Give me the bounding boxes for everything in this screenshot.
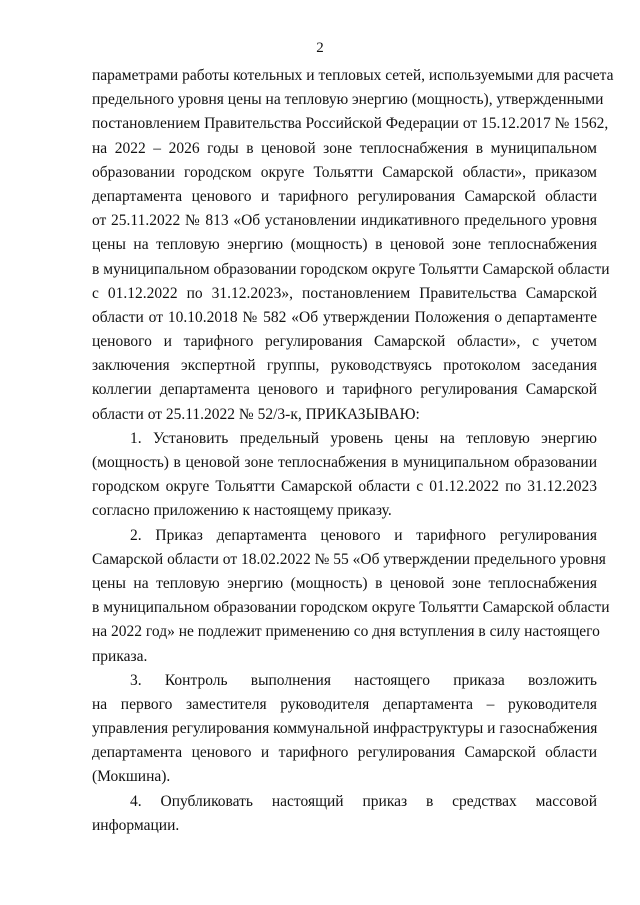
text-line: области от 10.10.2018 № 582 «Об утверждении Положения о департаменте [92,308,597,326]
text-line: на первого заместителя руководителя департамента – руководителя [92,695,597,713]
intro-paragraph [92,64,614,427]
text-line: 3. Контроль выполнения настоящего приказа возложить [130,671,597,689]
text-line: 2. Приказ департамента ценового и тарифного регулирования [130,526,597,544]
text-line: на 2022 – 2026 годы в ценовой зоне теплоснабжения в муниципальном [92,139,597,157]
text-line: образовании городском округе Тольятти Самарской области», приказом [92,163,597,181]
order-item-3 [92,669,597,790]
text-line: цены на тепловую энергию (мощность) в ценовой зоне теплоснабжения [92,574,597,592]
text-line: заключения экспертной группы, руководствуясь протоколом заседания [92,357,597,375]
text-line: 1. Установить предельный уровень цены на тепловую энергию [130,429,597,447]
text-line: 4. Опубликовать настоящий приказ в средствах массовой [130,792,597,810]
text-line: департамента ценового и тарифного регулирования Самарской области [92,744,597,762]
text-line: (Мокшина). [92,768,171,786]
text-line: приказа. [92,647,148,665]
order-item-1 [92,427,597,524]
text-line: на 2022 год» не подлежит применению со дня вступления в силу настоящего [92,623,600,641]
text-line: параметрами работы котельных и тепловых сетей, используемыми для расчета [92,67,614,84]
page-number: 2 [316,40,324,56]
text-line: информации. [92,816,180,834]
order-item-2 [92,524,610,669]
text-line: согласно приложению к настоящему приказу. [92,502,392,520]
text-line: области от 25.11.2022 № 52/3-к, ПРИКАЗЫВАЮ: [92,405,420,423]
text-line: предельного уровня цены на тепловую энергию (мощность), утвержденными [92,91,604,109]
text-line: от 25.11.2022 № 813 «Об установлении индикативного предельного уровня [92,212,597,230]
text-line: коллегии департамента ценового и тарифного регулирования Самарской [92,381,597,399]
text-line: (мощность) в ценовой зоне теплоснабжения в муниципальном образовании [92,454,597,471]
document-body [92,64,614,838]
text-line: в муниципальном образовании городском округе Тольятти Самарской области [92,599,610,617]
text-line: городском округе Тольятти Самарской области с 01.12.2022 по 31.12.2023 [92,478,597,496]
text-line: с 01.12.2022 по 31.12.2023», постановлением Правительства Самарской [92,284,597,302]
text-line: в муниципальном образовании городском округе Тольятти Самарской области [92,260,610,278]
text-line: Самарской области от 18.02.2022 № 55 «Об утверждении предельного уровня [92,550,606,568]
text-line: ценового и тарифного регулирования Самарской области», с учетом [92,333,597,351]
text-line: департамента ценового и тарифного регулирования Самарской области [92,187,597,205]
text-line: цены на тепловую энергию (мощность) в ценовой зоне теплоснабжения [92,236,597,254]
order-item-4 [92,790,597,838]
text-line: управления регулирования коммунальной инфраструктуры и газоснабжения [92,720,598,738]
text-line: постановлением Правительства Российской Федерации от 15.12.2017 № 1562, [92,115,609,133]
